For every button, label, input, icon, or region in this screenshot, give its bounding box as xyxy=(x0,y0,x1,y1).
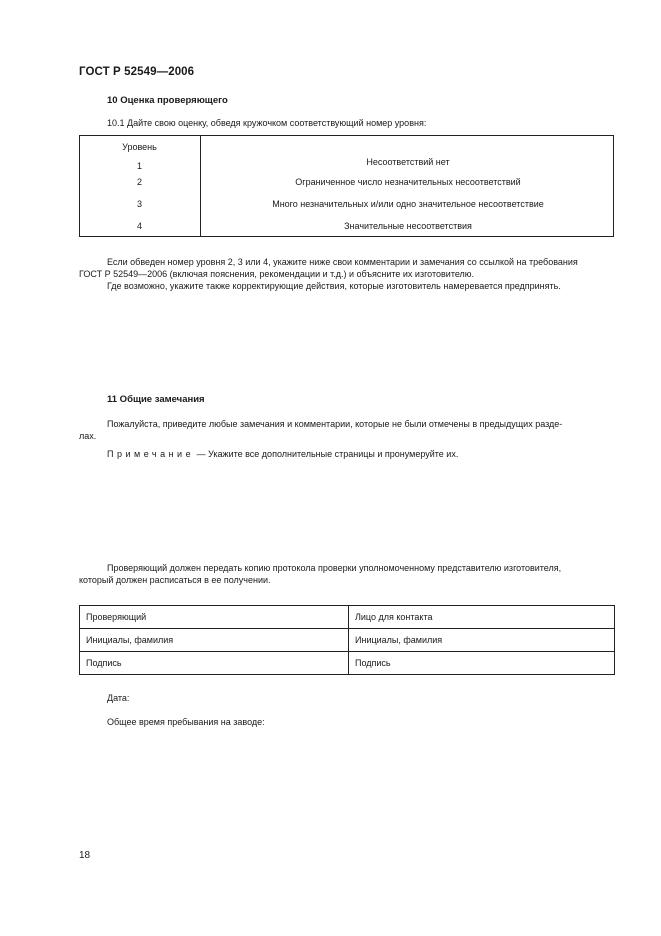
section-10-title: 10 Оценка проверяющего xyxy=(107,95,228,106)
contact-signature-cell[interactable]: Подпись xyxy=(349,652,615,675)
table-row xyxy=(80,606,615,629)
corrective-actions-instruction: Где возможно, укажите также корректирующие действия, которые изготовитель намеревается предпринять. xyxy=(107,281,561,291)
section-10-intro: 10.1 Дайте свою оценку, обведя кружочком соответствующий номер уровня: xyxy=(107,118,427,128)
time-on-site-label: Общее время пребывания на заводе: xyxy=(107,717,265,727)
table-row xyxy=(79,135,615,171)
level-number[interactable]: 3 xyxy=(79,193,201,215)
table-row xyxy=(79,193,615,215)
level-number[interactable]: 2 xyxy=(79,171,201,193)
table-row xyxy=(80,652,615,675)
inspector-name-cell[interactable]: Инициалы, фамилия xyxy=(80,629,349,652)
levels-table xyxy=(79,135,615,237)
table-row xyxy=(80,629,615,652)
level-description: Значительные несоответствия xyxy=(344,221,472,231)
page-number: 18 xyxy=(79,850,91,861)
level-cell[interactable] xyxy=(79,135,201,171)
level-number[interactable]: 4 xyxy=(79,215,201,237)
contact-name-cell[interactable]: Инициалы, фамилия xyxy=(349,629,615,652)
section-11-note xyxy=(107,448,458,461)
inspector-signature-cell[interactable]: Подпись xyxy=(80,652,349,675)
section-11-title: 11 Общие замечания xyxy=(107,394,205,405)
table-row xyxy=(79,171,615,193)
table-row xyxy=(79,215,615,237)
level-number: 1 xyxy=(136,160,142,171)
date-label: Дата: xyxy=(107,693,130,703)
document-header: ГОСТ Р 52549—2006 xyxy=(79,66,195,78)
level-description: Много незначительных и/или одно значительное несоответствие xyxy=(272,199,544,209)
level-column-header: Уровень xyxy=(122,141,157,152)
section-11-para-line1: Пожалуйста, приведите любые замечания и комментарии, которые не были отмечены в предыдущих разде- xyxy=(107,419,563,429)
level-description: Ограниченное число незначительных несоответствий xyxy=(295,177,521,187)
inspector-cell[interactable]: Проверяющий xyxy=(80,606,349,629)
note-label: Примечание xyxy=(107,449,195,459)
comments-instruction-line2: ГОСТ Р 52549—2006 (включая пояснения, рекомендации и т.д.) и объясните их изготовителю. xyxy=(79,269,475,279)
signature-table xyxy=(79,605,615,675)
level-description: Несоответствий нет xyxy=(366,156,450,167)
section-11-para-line2: лах. xyxy=(79,431,97,441)
handover-line1: Проверяющий должен передать копию протокола проверки уполномоченному представителю изготовителя, xyxy=(107,563,562,573)
contact-cell[interactable]: Лицо для контакта xyxy=(349,606,615,629)
handover-line2: который должен расписаться в ее получении. xyxy=(79,575,271,585)
note-text: — Укажите все дополнительные страницы и пронумеруйте их. xyxy=(194,449,459,459)
comments-instruction-line1: Если обведен номер уровня 2, 3 или 4, укажите ниже свои комментарии и замечания со ссылкой на требования xyxy=(107,257,578,267)
